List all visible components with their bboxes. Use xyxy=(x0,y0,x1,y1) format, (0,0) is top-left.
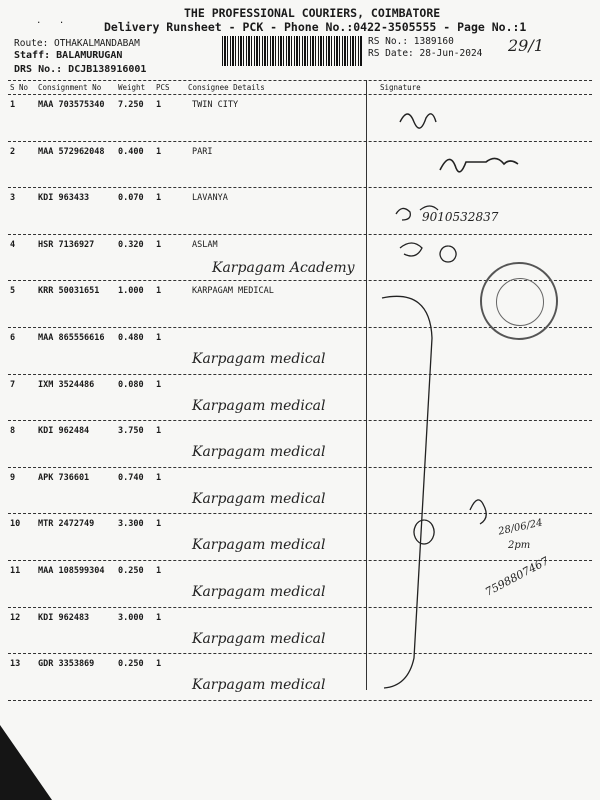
handwritten-consignee-note: Karpagam medical xyxy=(192,584,326,600)
handwritten-consignee-note: Karpagam medical xyxy=(192,490,326,507)
row-weight: 0.070 xyxy=(118,193,144,204)
row-pcs: 1 xyxy=(156,519,162,530)
staff-line: Staff: BALAMURUGAN xyxy=(14,50,123,61)
row-pcs: 1 xyxy=(156,333,162,343)
company-title: THE PROFESSIONAL COURIERS, COIMBATORE xyxy=(184,6,441,20)
row-pcs: 1 xyxy=(156,566,162,576)
handwritten-page-number: 29/1 xyxy=(508,36,544,55)
row-pcs: 1 xyxy=(156,100,162,110)
row-pcs: 1 xyxy=(156,239,162,250)
handwritten-consignee-note: Karpagam medical xyxy=(192,677,326,694)
row-consignment-no: GDR 3353869 xyxy=(38,659,95,670)
col-consignee-details: Consignee Details xyxy=(188,83,265,92)
col-signature: Signature xyxy=(380,83,421,92)
row-sno: 2 xyxy=(10,146,16,157)
row-weight: 3.000 xyxy=(118,612,144,623)
row-weight: 0.740 xyxy=(118,472,144,483)
row-consignment-no: KDI 963433 xyxy=(38,193,90,204)
signature-4 xyxy=(400,243,456,262)
row-weight: 1.000 xyxy=(118,286,144,297)
row-consignment-no: MAA 572962048 xyxy=(38,146,105,157)
row-consignment-no: APK 736601 xyxy=(38,472,90,483)
row-consignment-no: MAA 865556616 xyxy=(38,333,105,343)
rs-date: RS Date: 28-Jun-2024 xyxy=(368,48,483,59)
row-weight: 3.750 xyxy=(118,426,144,437)
col-consignment: Consignment No xyxy=(38,83,102,92)
row-pcs: 1 xyxy=(156,612,162,623)
row-consignee-details: ASLAM xyxy=(192,239,218,250)
row-sno: 5 xyxy=(10,286,16,297)
row-sno: 7 xyxy=(10,379,16,390)
route-line: Route: OTHAKALMANDABAM xyxy=(14,38,140,49)
row-sno: 4 xyxy=(10,239,16,250)
col-weight: Weight xyxy=(118,83,146,92)
row-sno: 9 xyxy=(10,472,16,483)
drs-line: DRS No.: DCJB138916001 xyxy=(14,64,147,75)
row-weight: 0.400 xyxy=(118,146,144,157)
handwritten-consignee-note: Karpagam medical xyxy=(192,397,326,414)
row-consignment-no: KDI 962483 xyxy=(38,612,90,623)
row-sno: 13 xyxy=(10,659,21,670)
row-consignee-details: KARPAGAM MEDICAL xyxy=(192,286,274,297)
row-pcs: 1 xyxy=(156,426,162,437)
handwritten-consignee-note: Karpagam medical xyxy=(192,537,326,554)
row-weight: 0.480 xyxy=(118,333,144,343)
signature-1 xyxy=(400,114,436,128)
handwritten-consignee-note: Karpagam medical xyxy=(192,630,326,647)
row-weight: 0.080 xyxy=(118,379,144,390)
col-pcs: PCS xyxy=(156,83,170,92)
scan-dots: . . xyxy=(36,16,71,26)
row-sno: 12 xyxy=(10,612,21,623)
row-consignee-details: PARI xyxy=(192,146,213,157)
signature-3 xyxy=(396,206,438,220)
handwritten-consignee-note: Karpagam medical xyxy=(192,351,326,367)
row-sno: 3 xyxy=(10,193,16,204)
row-consignment-no: MAA 108599304 xyxy=(38,566,105,576)
row-sno: 1 xyxy=(10,100,16,110)
row-pcs: 1 xyxy=(156,146,162,157)
row-weight: 3.300 xyxy=(118,519,144,530)
signature-2 xyxy=(440,158,518,171)
row-weight: 0.250 xyxy=(118,659,144,670)
row-consignment-no: KRR 50031651 xyxy=(38,286,100,297)
rs-number: RS No.: 1389160 xyxy=(368,36,454,47)
col-sno: S No xyxy=(10,83,29,92)
row-sno: 8 xyxy=(10,426,16,437)
scan-corner-shadow xyxy=(0,725,52,800)
row-sno: 11 xyxy=(10,566,21,576)
bracket-line xyxy=(382,296,432,688)
row-consignment-no: KDI 962484 xyxy=(38,426,90,437)
row-pcs: 1 xyxy=(156,472,162,483)
handwritten-date: 28/06/24 xyxy=(497,517,544,538)
handwritten-consignee-note: Karpagam medical xyxy=(192,444,326,461)
row-consignee-details: LAVANYA xyxy=(192,193,228,204)
row-consignment-no: MTR 2472749 xyxy=(38,519,95,530)
runsheet-subtitle: Delivery Runsheet - PCK - Phone No.:0422-3505555 - Page No.:1 xyxy=(104,20,527,34)
row-weight: 7.250 xyxy=(118,100,144,110)
row-pcs: 1 xyxy=(156,286,162,297)
row-pcs: 1 xyxy=(156,659,162,670)
row-consignment-no: HSR 7136927 xyxy=(38,239,95,250)
handwritten-time: 2pm xyxy=(508,540,531,551)
row-consignee-details: TWIN CITY xyxy=(192,100,239,110)
handwritten-phone-2: 7598807467 xyxy=(483,554,551,599)
row-consignment-no: MAA 703575340 xyxy=(38,100,105,110)
row-pcs: 1 xyxy=(156,193,162,204)
row-weight: 0.250 xyxy=(118,566,144,576)
row-sno: 10 xyxy=(10,519,21,530)
signature-10 xyxy=(414,500,486,544)
row-sno: 6 xyxy=(10,333,16,343)
row-pcs: 1 xyxy=(156,379,162,390)
row-consignment-no: IXM 3524486 xyxy=(38,379,95,390)
row-weight: 0.320 xyxy=(118,239,144,250)
handwritten-consignee-note: Karpagam Academy xyxy=(212,259,355,276)
handwritten-phone: 9010532837 xyxy=(422,210,499,224)
